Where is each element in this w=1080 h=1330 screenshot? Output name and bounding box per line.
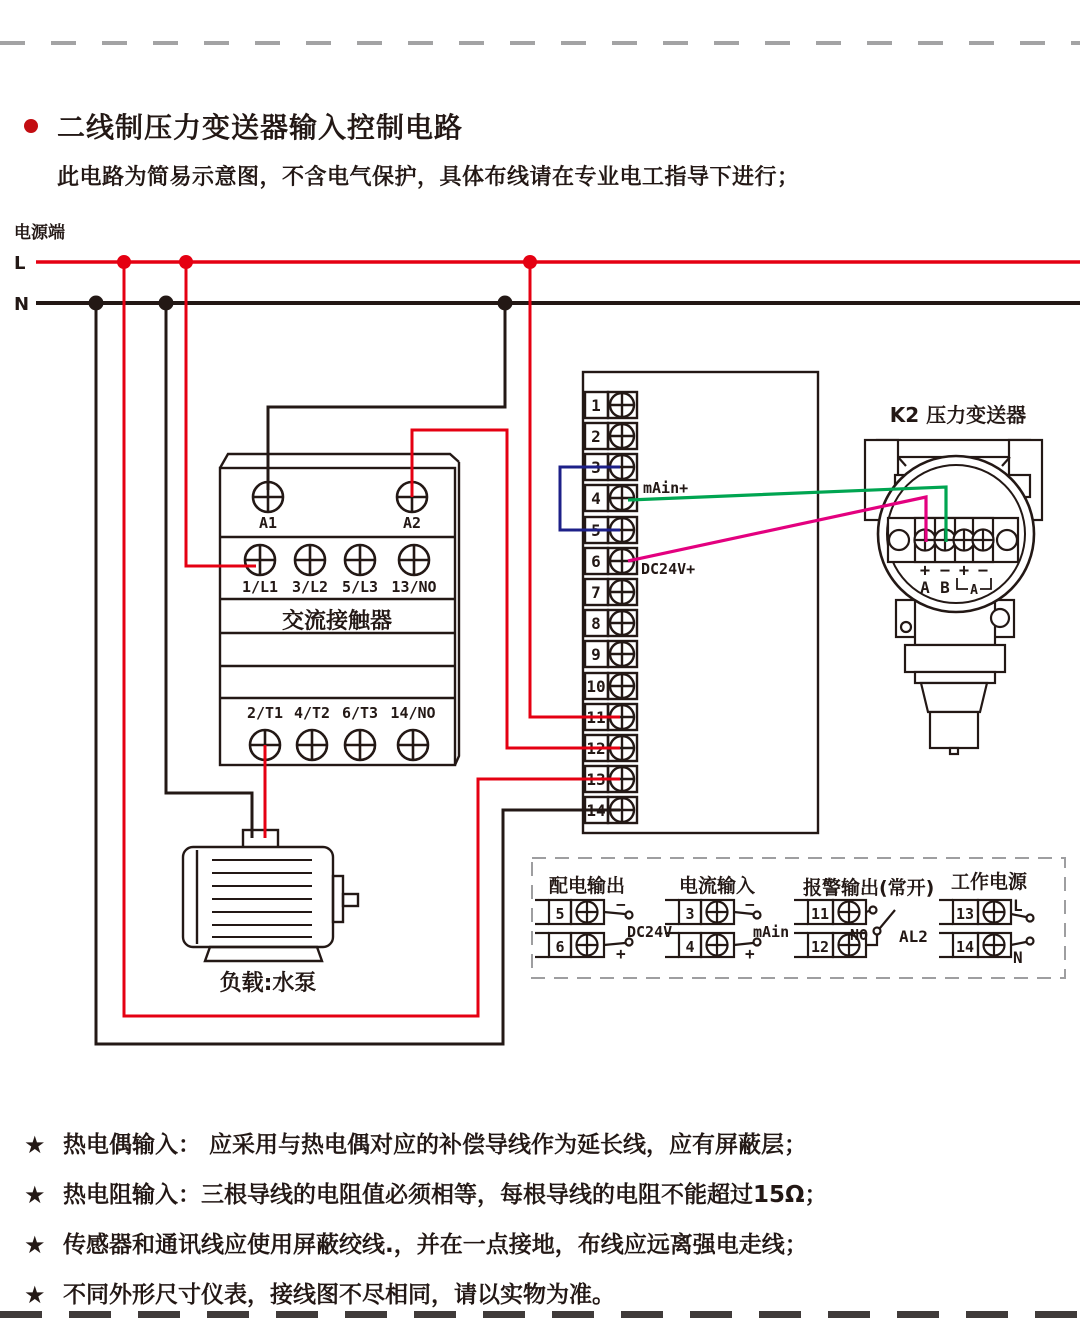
red-bullet-icon (24, 119, 38, 133)
wire-n-to-a1 (268, 303, 505, 490)
note-line (24, 1130, 1064, 1161)
io-group-alarm-out (794, 876, 934, 957)
io-label-al2: AL2 (899, 927, 928, 946)
io-label-l: L (1013, 896, 1023, 915)
strip-num: 9 (591, 645, 601, 664)
polarity-minus: − (977, 561, 989, 581)
label-3l2: 3/L2 (291, 578, 329, 596)
bottom-dashed-divider (0, 1311, 1080, 1318)
strip-num: 5 (591, 521, 601, 540)
label-13no: 13/NO (391, 578, 437, 596)
io-title: 工作电源 (951, 871, 1028, 893)
footnotes (24, 1130, 1064, 1330)
label-dc24v-plus: DC24V+ (641, 560, 696, 578)
polarity-plus: + (616, 944, 626, 963)
line-n-label: N (14, 294, 30, 315)
page-title: 二线制压力变送器输入控制电路 (57, 111, 464, 144)
note-text: 不同外形尺寸仪表，接线图不尽相同，请以实物为准。 (63, 1282, 615, 1308)
note-text: 传感器和通讯线应使用屏蔽绞线.，并在一点接地，布线应远离强电走线； (63, 1232, 808, 1258)
terminal-strip (583, 372, 818, 833)
polarity-plus: + (745, 944, 755, 963)
io-title: 电流输入 (679, 875, 756, 897)
strip-num: 7 (591, 583, 601, 602)
io-title: 报警输出(常开) (803, 877, 935, 899)
terminal-a2-label: A (970, 583, 978, 598)
strip-num: 11 (586, 708, 606, 727)
strip-num: 8 (591, 614, 601, 633)
pressure-transmitter (865, 403, 1042, 754)
note-line (24, 1230, 1064, 1261)
strip-num: 6 (591, 552, 601, 571)
strip-num: 13 (586, 770, 606, 789)
io-num: 6 (555, 938, 565, 956)
label-6t3: 6/T3 (341, 704, 379, 722)
motor (183, 830, 358, 996)
transmitter-title: K2 压力变送器 (889, 403, 1027, 427)
star-icon: ★ (24, 1281, 46, 1309)
label-a2: A2 (402, 514, 422, 532)
strip-num: 2 (591, 427, 601, 446)
strip-num: 4 (591, 489, 601, 508)
label-5l3: 5/L3 (341, 578, 379, 596)
io-num: 13 (955, 905, 975, 923)
polarity-minus: − (616, 895, 626, 914)
strip-num: 3 (591, 458, 601, 477)
power-rails (14, 222, 1080, 315)
note-line (24, 1180, 1064, 1211)
io-group-current-in (665, 874, 789, 963)
label-main-plus: mAin+ (643, 479, 689, 497)
io-num: 3 (685, 905, 695, 923)
terminal-b-label: B (940, 578, 950, 597)
io-label-main: mAin (753, 923, 790, 941)
io-num: 11 (810, 905, 830, 923)
note-text: 热电阻输入：三根导线的电阻值必须相等，每根导线的电阻不能超过15Ω； (63, 1182, 828, 1208)
header (24, 106, 1044, 191)
polarity-minus: − (939, 561, 951, 581)
strip-num: 14 (586, 801, 606, 820)
io-num: 4 (685, 938, 695, 956)
io-legend (532, 858, 1065, 978)
contactor-name: 交流接触器 (281, 609, 393, 634)
page-subtitle: 此电路为简易示意图，不含电气保护，具体布线请在专业电工指导下进行； (57, 165, 800, 190)
note-text: 热电偶输入： 应采用与热电偶对应的补偿导线作为延长线，应有屏蔽层； (63, 1132, 808, 1158)
circuit-diagram (0, 210, 1080, 1070)
strip-num: 1 (591, 396, 601, 415)
strip-num: 10 (586, 677, 606, 696)
motor-label: 负载:水泵 (219, 971, 317, 996)
label-14no: 14/NO (390, 704, 436, 722)
io-label-dc24v: DC24V (627, 923, 673, 941)
polarity-plus: + (958, 561, 970, 581)
switch-blade (880, 910, 895, 928)
io-num: 12 (810, 938, 830, 956)
terminal-a-label: A (920, 578, 930, 597)
contactor (220, 454, 459, 765)
io-num: 5 (555, 905, 565, 923)
label-1l1: 1/L1 (241, 578, 279, 596)
star-icon: ★ (24, 1231, 46, 1259)
strip-num: 12 (586, 739, 606, 758)
star-icon: ★ (24, 1131, 46, 1159)
note-line (24, 1280, 1064, 1311)
label-4t2: 4/T2 (293, 704, 331, 722)
power-label: 电源端 (14, 223, 65, 243)
io-label-no: NO (849, 926, 868, 944)
polarity-plus: + (919, 561, 931, 581)
top-dashed-divider (0, 41, 1080, 45)
io-group-supply (939, 870, 1034, 967)
label-2t1: 2/T1 (246, 704, 284, 722)
io-num: 14 (955, 938, 975, 956)
polarity-minus: − (745, 895, 755, 914)
io-label-n: N (1013, 948, 1023, 967)
io-group-power-out (535, 874, 672, 963)
line-l-label: L (14, 253, 26, 274)
star-icon: ★ (24, 1181, 46, 1209)
io-title: 配电输出 (549, 875, 626, 897)
label-a1: A1 (258, 514, 278, 532)
